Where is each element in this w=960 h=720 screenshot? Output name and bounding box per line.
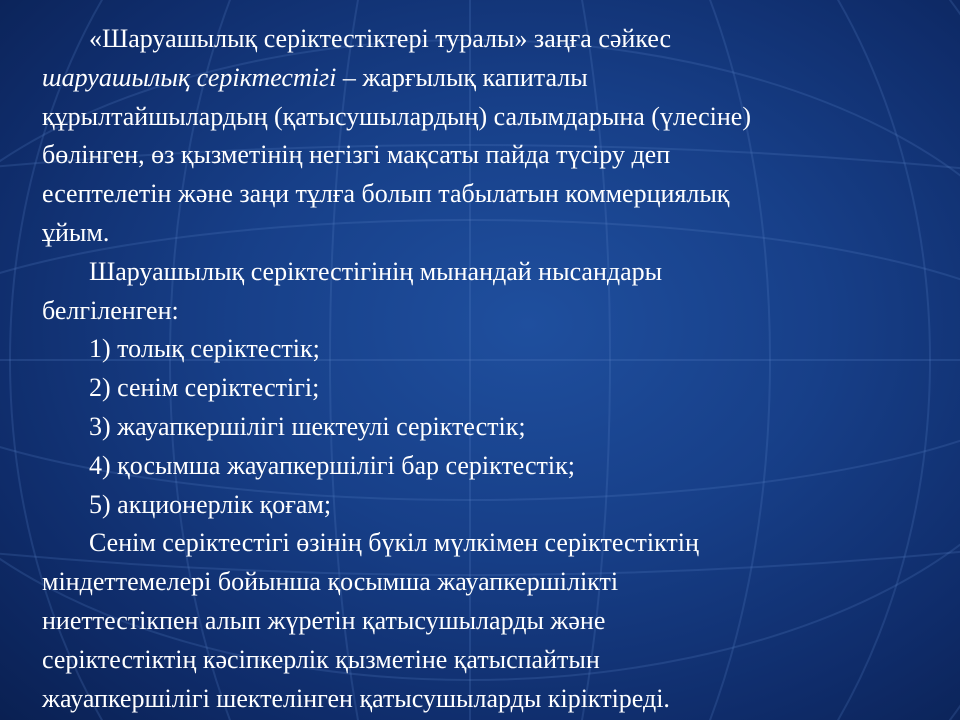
paragraph3-line5: жауапкершілігі шектелінген қатысушыларды кіріктіреді. [42, 683, 670, 713]
paragraph1-line6: ұйым. [42, 217, 110, 247]
paragraph3-line2: міндеттемелері бойынша қосымша жауапкершілікті [42, 567, 619, 597]
form-item-5: 5) акционерлік қоғам; [89, 489, 332, 519]
form-item-2: 2) сенім серіктестігі; [89, 373, 320, 403]
paragraph1-line4: бөлінген, өз қызметінің негізгі мақсаты пайда түсіру деп [42, 140, 671, 170]
form-item-1: 1) толық серіктестік; [89, 334, 320, 364]
slide-text [42, 20, 942, 718]
paragraph1-line2-rest: – жарғылық капиталы [336, 62, 588, 92]
paragraph2-line2: белгіленген: [42, 295, 179, 325]
paragraph1-line2 [42, 59, 942, 98]
paragraph2-line1: Шаруашылық серіктестігінің мынандай нысандары [89, 256, 663, 286]
form-item-4: 4) қосымша жауапкершілігі бар серіктестік; [89, 450, 575, 480]
form-item-3: 3) жауапкершілігі шектеулі серіктестік; [89, 411, 526, 441]
paragraph3-line4: серіктестіктің кәсіпкерлік қызметіне қатыспайтын [42, 644, 600, 674]
paragraph3-line1: Сенім серіктестігі өзінің бүкіл мүлкімен серіктестіктің [89, 528, 699, 558]
paragraph3-line3: ниеттестікпен алып жүретін қатысушыларды және [42, 605, 606, 635]
paragraph1-line1: «Шаруашылық серіктестіктері туралы» заңға сәйкес [89, 24, 672, 53]
paragraph1-line5: есептелетін және заңи тұлға болып табылатын коммерциялық [42, 179, 730, 209]
defined-term: шаруашылық серіктестігі [42, 62, 337, 92]
paragraph1-line3: құрылтайшылардың (қатысушылардың) салымдарына (үлесіне) [42, 101, 752, 131]
